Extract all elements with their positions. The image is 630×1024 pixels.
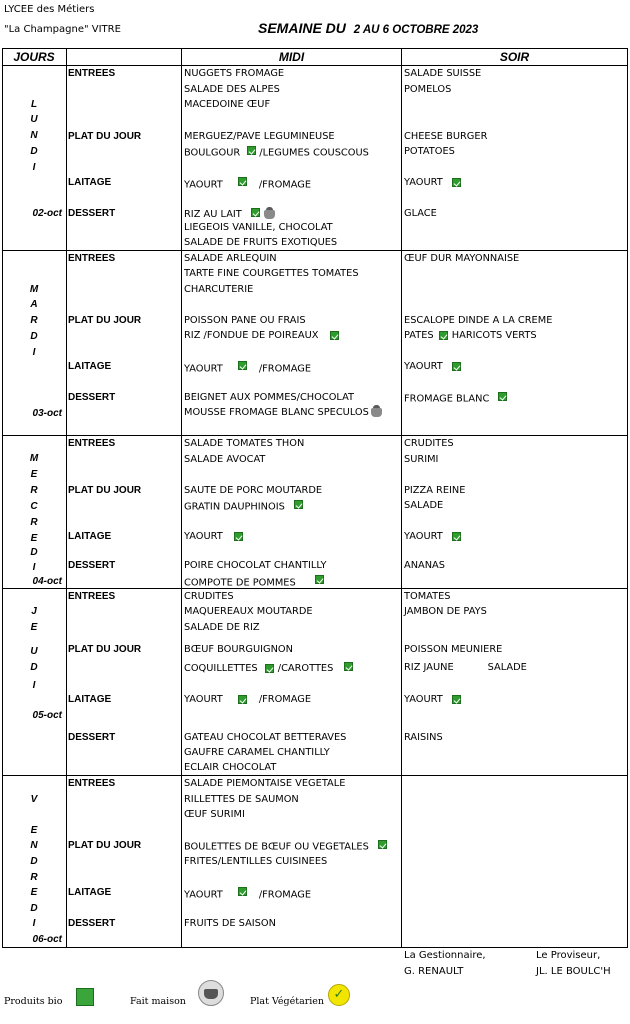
midi-dish: GAUFRE CARAMEL CHANTILLY <box>184 747 330 758</box>
soir-dish: JAMBON DE PAYS <box>404 606 487 617</box>
soir-dish: ŒUF DUR MAYONNAISE <box>404 253 520 264</box>
dish-text: BOULGOUR <box>184 147 241 159</box>
midi-dish: SALADE DE RIZ <box>184 622 260 633</box>
day-letter: D <box>30 903 38 914</box>
dish-text: YAOURT <box>404 361 443 372</box>
soir-dish: TOMATES <box>404 591 451 602</box>
soir-dish <box>404 662 527 674</box>
midi-dish: SAUTE DE PORC MOUTARDE <box>184 485 323 496</box>
proviseur-title: Le Proviseur, <box>536 950 601 961</box>
fait-maison-icon <box>371 408 382 417</box>
midi-dish <box>184 887 311 902</box>
category-plat: PLAT DU JOUR <box>68 315 142 326</box>
week-title <box>258 22 478 36</box>
midi-dish <box>184 361 311 376</box>
column-header-midi: MIDI <box>278 50 305 64</box>
dish-text: BOULETTES DE BŒUF OU VEGETALES <box>184 841 369 853</box>
midi-dish <box>184 531 243 543</box>
category-dessert: DESSERT <box>68 732 116 743</box>
soir-dish: RAISINS <box>404 732 443 743</box>
category-laitage: LAITAGE <box>68 694 112 705</box>
category-dessert: DESSERT <box>68 560 116 571</box>
dish-text: RIZ AU LAIT <box>184 209 242 220</box>
day-date: 06-oct <box>32 934 62 945</box>
day-letter: I <box>32 347 36 358</box>
day-date: 03-oct <box>32 408 62 419</box>
bio-icon <box>238 361 247 370</box>
jours-column-border <box>66 48 67 948</box>
dish-text: SALADE <box>487 662 527 673</box>
category-entrees: ENTREES <box>68 253 116 264</box>
dish-text: /CAROTTES <box>277 663 334 674</box>
midi-dish <box>184 407 382 419</box>
category-laitage: LAITAGE <box>68 887 112 898</box>
vegetarian-icon: ✓ <box>328 984 350 1006</box>
gestionnaire-title: La Gestionnaire, <box>404 950 486 961</box>
day-letter: I <box>32 162 36 173</box>
day-letter: E <box>30 533 38 544</box>
day-letter: L <box>30 99 38 110</box>
dish-text: YAOURT <box>404 177 443 188</box>
day-letter: M <box>29 284 39 295</box>
day-letter: R <box>30 517 38 528</box>
bio-icon <box>251 208 260 217</box>
bio-icon <box>330 331 339 340</box>
school-location: "La Champagne" VITRE <box>4 24 121 35</box>
soir-dish: GLACE <box>404 208 437 219</box>
day-letter: D <box>30 856 38 867</box>
day-letter: V <box>30 794 38 805</box>
category-laitage: LAITAGE <box>68 177 112 188</box>
soir-dish <box>404 361 461 373</box>
midi-dish: MAQUEREAUX MOUTARDE <box>184 606 313 617</box>
day-letter: I <box>32 562 36 573</box>
day-letter: U <box>30 646 38 657</box>
dish-text: /FROMAGE <box>258 179 312 191</box>
soir-dish <box>404 694 461 706</box>
day-letter: R <box>30 315 38 326</box>
day-letter: E <box>30 887 38 898</box>
soir-dish: CRUDITES <box>404 438 454 449</box>
bio-icon <box>247 146 256 155</box>
day-letter: N <box>30 130 38 141</box>
dish-text: YAOURT <box>184 179 223 191</box>
soir-dish: ANANAS <box>404 560 445 571</box>
day-separator <box>2 775 628 776</box>
bio-icon <box>452 695 461 704</box>
dish-text: MOUSSE FROMAGE BLANC SPECULOS <box>184 407 369 418</box>
soir-dish <box>404 531 461 543</box>
midi-dish <box>184 330 339 342</box>
midi-dish: ŒUF SURIMI <box>184 809 245 820</box>
table-right-border <box>627 48 628 948</box>
day-letter: R <box>30 872 38 883</box>
soir-dish: ESCALOPE DINDE A LA CREME <box>404 315 553 326</box>
category-dessert: DESSERT <box>68 208 116 219</box>
soir-dish: CHEESE BURGER <box>404 131 488 142</box>
category-plat: PLAT DU JOUR <box>68 131 142 142</box>
soir-dish: POISSON MEUNIERE <box>404 644 503 655</box>
midi-dish: BEIGNET AUX POMMES/CHOCOLAT <box>184 392 355 403</box>
bio-icon <box>315 575 324 584</box>
day-separator <box>2 250 628 251</box>
bio-icon <box>378 840 387 849</box>
midi-dish <box>184 575 324 590</box>
soir-dish <box>404 177 461 189</box>
bio-icon <box>498 392 507 401</box>
column-header-jours: JOURS <box>13 50 55 64</box>
bio-icon <box>238 177 247 186</box>
midi-dish: CHARCUTERIE <box>184 284 254 295</box>
midi-column-border <box>181 48 182 948</box>
dish-text: GRATIN DAUPHINOIS <box>184 501 285 513</box>
midi-dish: TARTE FINE COURGETTES TOMATES <box>184 268 359 279</box>
midi-dish: SALADE TOMATES THON <box>184 438 305 449</box>
dish-text: PATES <box>404 330 434 341</box>
dish-text: YAOURT <box>184 889 223 901</box>
midi-dish: POISSON PANE OU FRAIS <box>184 315 306 326</box>
bio-icon <box>234 532 243 541</box>
category-dessert: DESSERT <box>68 918 116 929</box>
dish-text: RIZ JAUNE <box>404 662 454 673</box>
midi-dish <box>184 662 353 675</box>
bio-icon <box>265 664 274 673</box>
legend-fait-maison-label: Fait maison <box>130 996 186 1007</box>
midi-dish: CRUDITES <box>184 591 234 602</box>
midi-dish: FRUITS DE SAISON <box>184 918 276 929</box>
midi-dish: BŒUF BOURGUIGNON <box>184 644 293 655</box>
dish-text: YAOURT <box>404 694 443 705</box>
soir-dish: POTATOES <box>404 146 455 157</box>
category-entrees: ENTREES <box>68 438 116 449</box>
gestionnaire-name: G. RENAULT <box>404 966 464 977</box>
soir-dish <box>404 392 507 406</box>
midi-dish: NUGGETS FROMAGE <box>184 68 285 79</box>
midi-dish <box>184 694 311 706</box>
midi-dish: MACEDOINE ŒUF <box>184 99 271 110</box>
midi-dish: SALADE DE FRUITS EXOTIQUES <box>184 237 338 248</box>
day-letter: C <box>30 501 38 512</box>
category-plat: PLAT DU JOUR <box>68 485 142 496</box>
day-letter: D <box>30 146 38 157</box>
day-separator <box>2 435 628 436</box>
day-letter: I <box>32 918 36 929</box>
midi-dish <box>184 146 369 160</box>
day-letter: A <box>30 299 38 310</box>
legend-vegetarien-label: Plat Végétarien <box>250 996 325 1007</box>
midi-dish <box>184 500 303 514</box>
bio-icon <box>76 988 94 1006</box>
day-letter: D <box>30 331 38 342</box>
category-plat: PLAT DU JOUR <box>68 840 142 851</box>
bio-icon <box>238 887 247 896</box>
bio-icon <box>344 662 353 671</box>
proviseur-name: JL. LE BOULC'H <box>536 966 611 977</box>
midi-dish: RILLETTES DE SAUMON <box>184 794 299 805</box>
category-laitage: LAITAGE <box>68 361 112 372</box>
category-entrees: ENTREES <box>68 68 116 79</box>
bio-icon <box>452 362 461 371</box>
day-letter: J <box>31 606 37 617</box>
bio-icon <box>238 695 247 704</box>
day-date: 05-oct <box>32 710 62 721</box>
midi-dish: SALADE DES ALPES <box>184 84 280 95</box>
soir-dish: PIZZA REINE <box>404 485 466 496</box>
soir-dish: SURIMI <box>404 454 439 465</box>
midi-dish: LIEGEOIS VANILLE, CHOCOLAT <box>184 222 333 233</box>
midi-dish: MERGUEZ/PAVE LEGUMINEUSE <box>184 131 335 142</box>
day-letter: D <box>30 547 38 558</box>
day-letter: E <box>30 622 38 633</box>
soir-column-border <box>401 48 402 948</box>
category-entrees: ENTREES <box>68 591 116 602</box>
bio-icon <box>452 532 461 541</box>
bio-icon <box>439 331 448 340</box>
dish-text: YAOURT <box>184 363 223 375</box>
midi-dish: SALADE PIEMONTAISE VEGETALE <box>184 778 346 789</box>
midi-dish <box>184 840 387 854</box>
day-letter: N <box>30 840 38 851</box>
table-bottom-border <box>2 947 628 948</box>
header-bottom-border <box>2 65 628 66</box>
dish-text: HARICOTS VERTS <box>451 330 537 341</box>
dish-text: /FROMAGE <box>258 889 312 901</box>
day-letter: R <box>30 485 38 496</box>
day-letter: I <box>32 680 36 691</box>
soir-dish: POMELOS <box>404 84 452 95</box>
midi-dish: GATEAU CHOCOLAT BETTERAVES <box>184 732 347 743</box>
fait-maison-icon <box>198 980 224 1006</box>
dish-text: YAOURT <box>184 694 223 705</box>
category-entrees: ENTREES <box>68 778 116 789</box>
day-letter: U <box>30 114 38 125</box>
dish-text: COQUILLETTES <box>184 663 258 674</box>
column-header-soir: SOIR <box>499 50 530 64</box>
dish-text: YAOURT <box>404 531 443 542</box>
day-letter: D <box>30 662 38 673</box>
dish-text: YAOURT <box>184 531 223 542</box>
dish-text: /FROMAGE <box>258 363 312 375</box>
school-name: LYCEE des Métiers <box>4 4 95 15</box>
soir-dish: SALADE <box>404 500 444 511</box>
legend-bio-label: Produits bio <box>4 996 63 1007</box>
category-laitage: LAITAGE <box>68 531 112 542</box>
soir-dish <box>404 330 537 342</box>
midi-dish: POIRE CHOCOLAT CHANTILLY <box>184 560 327 571</box>
dish-text: /FROMAGE <box>258 694 312 705</box>
fait-maison-icon <box>264 210 275 219</box>
dish-text: COMPOTE DE POMMES <box>184 577 296 589</box>
day-date: 04-oct <box>32 576 62 587</box>
dish-text: RIZ /FONDUE DE POIREAUX <box>184 330 319 341</box>
bio-icon <box>294 500 303 509</box>
midi-dish: SALADE AVOCAT <box>184 454 266 465</box>
week-range: 2 AU 6 OCTOBRE 2023 <box>353 24 479 36</box>
soir-dish: SALADE SUISSE <box>404 68 482 79</box>
day-letter: E <box>30 469 38 480</box>
midi-dish: SALADE ARLEQUIN <box>184 253 277 264</box>
midi-dish <box>184 177 311 192</box>
table-left-border <box>2 48 3 948</box>
day-letter: E <box>30 825 38 836</box>
day-letter: M <box>29 453 39 464</box>
dish-text: FROMAGE BLANC <box>404 393 490 405</box>
dish-text: /LEGUMES COUSCOUS <box>259 147 369 159</box>
midi-dish: ECLAIR CHOCOLAT <box>184 762 277 773</box>
midi-dish <box>184 208 275 221</box>
week-prefix: SEMAINE DU <box>258 20 346 36</box>
bio-icon <box>452 178 461 187</box>
midi-dish: FRITES/LENTILLES CUISINEES <box>184 856 328 867</box>
day-date: 02-oct <box>32 208 62 219</box>
category-dessert: DESSERT <box>68 392 116 403</box>
category-plat: PLAT DU JOUR <box>68 644 142 655</box>
